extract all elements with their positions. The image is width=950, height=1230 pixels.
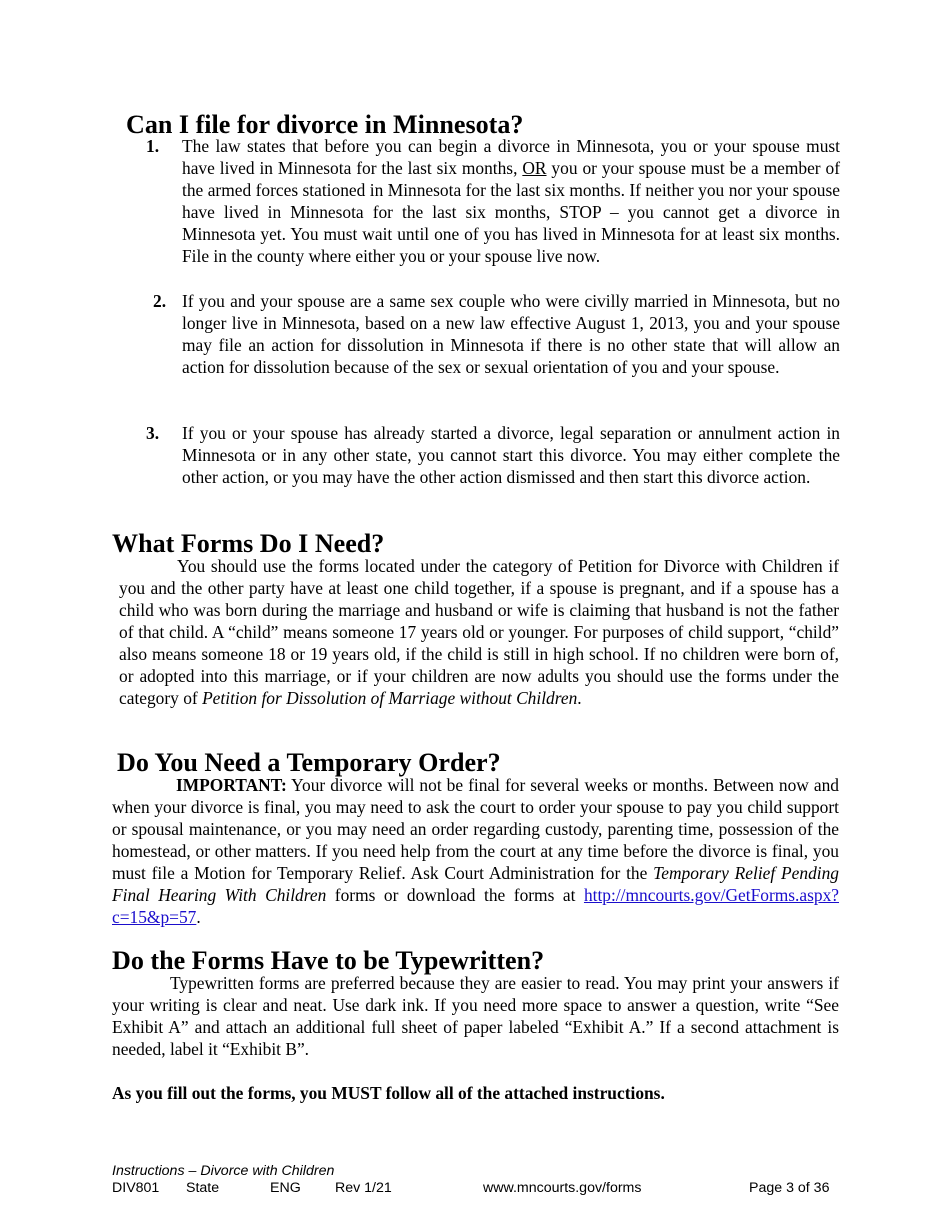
temporary-order-after: forms or download the forms at [326,885,584,905]
heading-temporary-order: Do You Need a Temporary Order? [117,748,501,777]
footer-form-code: DIV801 [112,1180,160,1196]
temporary-order-italic: Temporary Relief Pending Final Hearing With Children [112,863,839,905]
forms-needed-text: You should use the forms located under the category of Petition for Divorce with Children if you and the other party have at least one child together, if a spouse is pregnant, and if a spouse has a child who was born during the marriage and husband or wife is claiming that husband is not the father of that child. A “child” means someone 17 years old or younger. For purposes of child support, “child” also means someone 18 or 19 years old, if the child is still in high school. If no children were born of, or adopted into this marriage, or if your children are now adults you should use the forms under the category of [119,556,839,708]
typewritten-paragraph: Typewritten forms are preferred because they are easier to read. You may print your answers if your writing is clear and neat. Use dark ink. If you need more space to answer a question, write “See Exhibit A” and attach an additional full sheet of paper labeled “Exhibit A.” If a second attachment is needed, label it “Exhibit B”. [112,973,839,1059]
heading-file-in-minnesota: Can I file for divorce in Minnesota? [126,110,524,139]
list-number-2: 2. [153,291,167,311]
temporary-order-text: Your divorce will not be final for several weeks or months. Between now and when your divorce is final, you may need to ask the court to order your spouse to pay you child support or spousal maintenance, or you may need an order regarding custody, parenting time, possession of the homestead, or other matters. If you need help from the court at any time before the divorce is final, you must file a Motion for Temporary Relief. Ask Court Administration for the [112,775,839,883]
footer-page-number: Page 3 of 36 [749,1180,830,1196]
forms-download-link[interactable]: http://mncourts.gov/GetForms.aspx?c=15&p=57 [112,885,839,927]
list-item-3 [140,422,840,488]
list-number-1: 1. [146,136,160,156]
list-text-1 [182,135,840,267]
list-text-3: If you or your spouse has already started a divorce, legal separation or annulment action in Minnesota or in any other state, you cannot start this divorce. You may either complete the other action, or you may have the other action dismissed and then start this divorce action. [182,423,840,487]
footer-website: www.mncourts.gov/forms [483,1180,642,1196]
important-label: IMPORTANT: [176,775,287,795]
list-number-3: 3. [146,423,160,443]
list-text-1-part-b: you or your spouse must be a member of the armed forces stationed in Minnesota for the last six months. If neither you nor your spouse have lived in Minnesota for the last six months, STOP – you cannot get a divorce in Minnesota yet. You must wait until one of you has lived in Minnesota for at least six months. File in the county where either you or your spouse live now. [182,158,840,266]
list-text-1-part-a: The law states that before you can begin a divorce in Minnesota, you or your spouse must have lived in Minnesota for the last six months, [182,136,840,178]
heading-forms-needed: What Forms Do I Need? [112,529,385,558]
footer-title: Instructions – Divorce with Children [112,1163,335,1179]
list-item-1 [140,135,840,267]
forms-needed-italic: Petition for Dissolution of Marriage without Children [202,688,578,708]
list-item-2 [140,290,840,378]
closing-instruction: As you fill out the forms, you MUST follow all of the attached instructions. [112,1083,665,1103]
forms-needed-paragraph [119,555,839,709]
footer-jurisdiction: State [186,1180,220,1196]
footer-meta-row [112,1180,842,1197]
temporary-order-end: . [196,907,201,927]
forms-needed-end: . [577,688,582,708]
footer-revision: Rev 1/21 [335,1180,392,1196]
page-footer [112,1163,842,1197]
heading-typewritten: Do the Forms Have to be Typewritten? [112,946,545,975]
footer-language: ENG [270,1180,301,1196]
temporary-order-paragraph [112,774,839,928]
list-text-1-emphasis: OR [522,158,547,178]
list-text-2: If you and your spouse are a same sex couple who were civilly married in Minnesota, but no longer live in Minnesota, based on a new law effective August 1, 2013, you and your spouse may file an action for dissolution in Minnesota if there is no other state that will allow an action for dissolution because of the sex or sexual orientation of you and your spouse. [182,291,840,377]
